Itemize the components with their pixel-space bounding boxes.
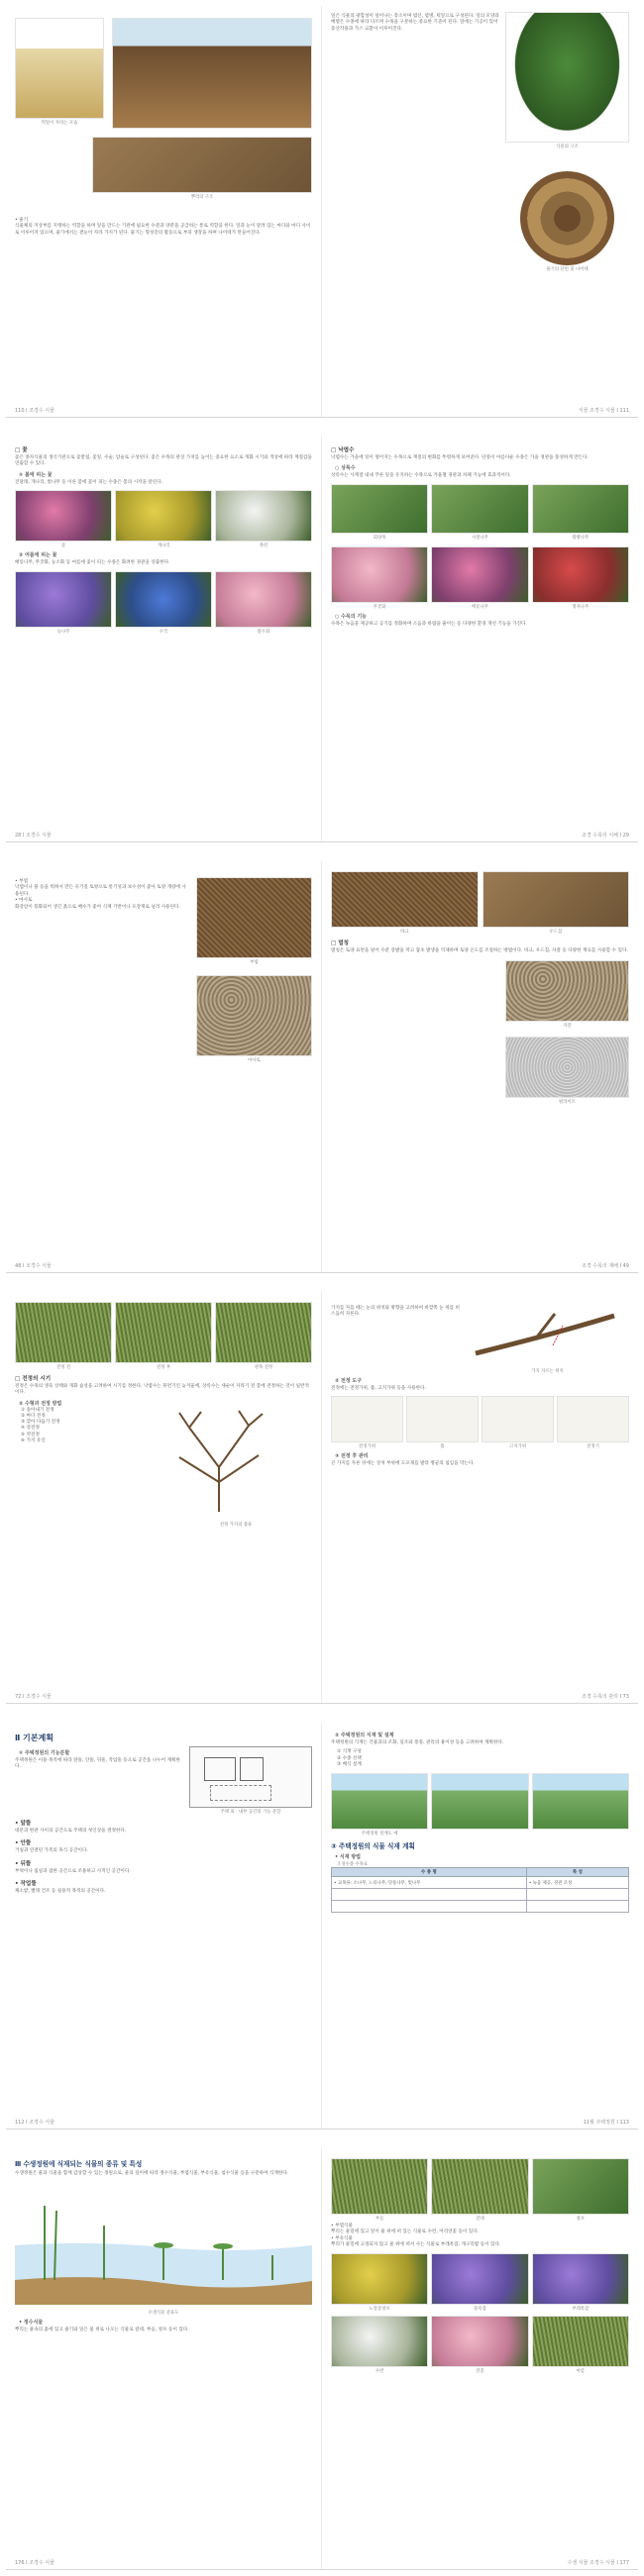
photo-caption: 등나무 [56,629,70,635]
page-right-1 [322,6,638,417]
page-left-4 [6,1292,322,1703]
stem-text: • 줄기 식물체의 지상부를 지탱하는 역할을 하며 잎을 만드는 기관에 필요한 수분과 양분을 공급하는 통로 역할을 한다. 잎과 눈이 달려 있는 마디와 마디 사이로 이루어져 있으며, 줄기에서는 곁눈이 자라 가지가 된다. 줄기는 형성층의 활동으로 부피 생장을 하며 나이테가 만들어진다. [15,218,311,236]
aftercare-text: 큰 가지를 자른 뒤에는 상처 부위에 도포제를 발라 병균의 침입을 막는다. [331,1461,475,1467]
photo-caption: 부레옥잠 [572,2306,590,2312]
photo-caption: 전정 후 [156,1365,171,1370]
photo-caption: 톱 [440,1444,445,1450]
flower-photo [15,490,112,542]
spread-1 [6,6,638,418]
photo-caption: 전정가위 [359,1444,376,1450]
tools-text: 전정에는 전정가위, 톱, 고지가위 등을 사용한다. [331,1386,426,1391]
page-number: 176 Ⅰ 조경수 식물 [15,2560,54,2566]
root-photo [112,18,312,129]
tree-photo [331,484,428,534]
garden-plan-photo [331,1773,428,1830]
deciduous-text: 낙엽수는 가을에 잎이 떨어지는 수목으로 계절의 변화를 뚜렷하게 보여준다. 단풍이 아름다운 수종은 가을 경관을 풍성하게 만든다. [331,455,590,460]
garden-plan-photo [532,1773,629,1830]
list-item: ② 마디 전정 [21,1414,46,1420]
figure-caption: 주택 외 · 내부 공간의 기능 분할 [220,1810,281,1815]
page-right-6 [322,2148,638,2569]
tree-photo [331,546,428,603]
photo-caption: 수련 [375,2368,384,2374]
subheading: • 앞뜰 [15,1821,32,1827]
pole-pruner-icon [482,1396,554,1442]
page-number: 조경 수목의 재배 Ⅰ 49 [581,1263,629,1269]
table-cell: • 교목류: 소나무, 느티나무, 단풍나무, 벚나무 [332,1877,527,1889]
photo-caption: 개나리 [157,544,170,549]
table-row [332,1877,629,1889]
table-cell [332,1889,527,1901]
photo-caption: 관목 전정 [254,1365,273,1370]
flower-photo [115,571,212,628]
list-item: ③ 깎아 다듬기 전정 [21,1420,60,1426]
tree-photo [532,484,629,534]
photo-caption: 불두화 [257,629,270,635]
photo-caption: 주택정원 설계도 예 [361,1832,398,1837]
table-cell [526,1901,628,1913]
trunk-cross-section [520,171,614,265]
figure-caption: 가지 자르는 위치 [531,1369,564,1374]
table-cell [332,1901,527,1913]
photo-caption: 목련 [259,544,268,549]
plant-photo [431,2158,528,2215]
flower-photo [115,490,212,542]
figure-caption: 수생식물 분류도 [148,2311,179,2317]
perlite-photo [505,1037,629,1098]
page-number: 28 Ⅰ 조경수 식물 [15,833,52,839]
chapter-title: Ⅲ 수생정원에 식재되는 식물의 종류 및 특성 [15,2160,143,2168]
woodchip-photo [483,871,630,928]
paragraph: 거실과 연결된 가족의 휴식 공간이다. [15,1848,88,1854]
page-number: 110 Ⅰ 조경수 식물 [15,408,54,414]
page-left-6 [6,2148,322,2569]
photo-caption: 수국 [159,629,168,635]
photo-caption: 우드칩 [549,930,563,935]
page-right-2 [322,436,638,842]
flower-text: 꽃은 종자식물의 생식기관으로 꽃받침, 꽃잎, 수술, 암술로 구성된다. 꽃은 수목의 관상 가치를 높이는 중요한 요소로 개화 시기와 색상에 따라 계절감을 연출할 수 있다. [15,455,312,467]
spread-4 [6,1292,638,1704]
spread-6 [6,2148,638,2570]
page-number: 수생 식물 조경수 식물 Ⅰ 177 [567,2560,629,2566]
trunk-caption: 줄기의 단면 및 나이테 [546,267,589,272]
shears-icon [331,1396,403,1442]
table-header: 특 성 [526,1868,628,1877]
photo-caption: 펄라이트 [559,1100,576,1106]
pruning-photo [15,1302,112,1363]
list-item: ⑤ 약전정 [21,1432,40,1437]
table-row [332,1901,629,1913]
subheading: • 안뜰 [15,1840,32,1847]
seedling-caption: 떡잎이 자라는 모습 [41,121,78,126]
plant-photo [532,2253,629,2305]
plant-photo [532,2158,629,2215]
spread-5 [6,1723,638,2130]
table-title: 조경수종 수목표 [337,1862,369,1868]
tree-photo [431,546,528,603]
photo-caption: 자갈 [563,1024,572,1030]
page-number: 조경 수목의 관리 Ⅰ 73 [581,1694,629,1700]
photo-caption: 부들 [375,2217,384,2222]
list-item: ⑥ 가지 유인 [21,1437,46,1443]
list-item: ③ 배식 설계 [337,1761,362,1767]
subheading: • 정수식물 [19,2320,44,2327]
list-item: ① 식재 구성 [337,1749,362,1755]
aquatic-plant-diagram [15,2186,312,2305]
photo-caption: 전정 전 [55,1365,71,1370]
spread-3 [6,861,638,1273]
paragraph: 부엌이나 침실과 접한 공간으로 조용하고 사적인 공간이다. [15,1868,131,1874]
photo-caption: 부엽 [250,960,259,965]
garden-plan-photo [431,1773,528,1830]
photo-caption: 마사토 [248,1058,261,1063]
photo-caption: 배롱나무 [472,604,488,610]
emergent-text: 뿌리는 물속의 흙에 있고 줄기와 잎은 물 위로 나오는 식물로 갈대, 부들, 창포 등이 있다. [15,2328,189,2333]
page-number: 48 Ⅰ 조경수 식물 [15,1263,52,1269]
page-number: 식물 조경수 식물 Ⅰ 111 [578,408,629,414]
decomposed-granite-photo [196,975,312,1056]
photo-caption: 물옥잠 [474,2306,486,2312]
subheading: • 식재 방법 [335,1854,361,1861]
leaf-text: 잎은 식물의 광합성이 일어나는 장소이며 엽신, 엽병, 턱잎으로 구성된다. 잎의 모양과 배열은 수종에 따라 다르며 수목을 구분하는 중요한 기준이 된다. 잎에는 기공이 있어 증산작용과 가스 교환이 이루어진다. [331,14,499,32]
photo-caption: 노랑꽃창포 [369,2306,390,2312]
paragraph: 채소밭, 빨래 건조 등 실용적 목적의 공간이다. [15,1889,106,1895]
table-row [332,1889,629,1901]
photo-caption: 마름 [576,2368,586,2374]
mulching-text: 멀칭은 토양 표면을 덮어 수분 증발을 막고 잡초 발생을 억제하며 토양 온도를 조절하는 방법이다. 바크, 우드칩, 자갈 등 다양한 재료를 사용할 수 있다. [331,948,628,953]
gravel-photo [505,960,629,1022]
photo-caption: 바크 [400,930,409,935]
tree-photo [431,484,528,534]
saw-icon [406,1396,479,1442]
spring-text: 진달래, 개나리, 벚나무 등 이른 봄에 꽃이 피는 수종은 봄의 시작을 알린다. [15,479,163,485]
pruning-photo [115,1302,212,1363]
subheading: ○ 수목의 기능 [335,613,367,620]
photo-caption: 갈대 [476,2217,484,2222]
floating-text: • 부엽식물 뿌리는 물밑에 있고 잎이 물 위에 떠 있는 식물로 수련, 어리연꽃 등이 있다. • 부유식물 뿌리가 물밑에 고정되지 않고 물 위에 떠서 사는 식물로 부레옥잠, 개구리밥 등이 있다. [331,2224,501,2248]
subheading: ② 수형과 전정 방법 [19,1400,62,1407]
subheading: ③ 전정 후 관리 [335,1453,369,1460]
root-diagram-caption: 뿌리의 구조 [190,195,214,200]
hedge-trimmer-icon [557,1396,629,1442]
table-cell: • 녹음 제공, 경관 조성 [526,1877,628,1889]
subheading: ② 여름에 피는 꽃 [19,552,57,559]
photo-caption: 창포 [576,2217,586,2222]
plant-photo [331,2316,428,2367]
floor-plan-diagram [189,1746,312,1808]
chapter-title: Ⅱ 기본계획 [15,1734,54,1742]
zoning-text: 주택정원은 이용 목적에 따라 앞뜰, 안뜰, 뒤뜰, 작업뜰 등으로 공간을 나누어 계획한다. [15,1758,180,1770]
seedling-photo [15,18,104,119]
photo-caption: 회양목 [373,535,386,541]
plant-photo [431,2316,528,2367]
page-number: 11월 주택정원 Ⅰ 113 [583,2120,629,2126]
subheading: ② 주택정원의 식재 및 설계 [335,1733,394,1738]
cutting-text: 가지를 자를 때는 눈의 위치와 방향을 고려하여 바깥쪽 눈 위를 비스듬히 자른다. [331,1306,460,1318]
subheading: ① 주택정원의 기능분할 [19,1750,70,1756]
tree-branch-diagram [160,1408,278,1517]
paragraph: 대문과 현관 사이의 공간으로 주택의 첫인상을 결정한다. [15,1829,127,1833]
photo-caption: 사철나무 [472,535,488,541]
plant-photo [532,2316,629,2367]
plant-photo [505,12,629,143]
section-heading: □ 멀칭 [331,941,350,946]
page-left-3 [6,861,322,1272]
page-number: 112 Ⅰ 조경수 식물 [15,2120,54,2126]
page-number: 조경 수목의 이해 Ⅰ 29 [581,833,629,839]
flower-photo [215,490,312,542]
root-diagram [92,137,312,193]
aquatic-text: 수생정원은 물과 식물을 함께 감상할 수 있는 정원으로, 물의 깊이에 따라 정수식물, 부엽식물, 부유식물, 침수식물 등을 구분하여 식재한다. [15,2171,289,2176]
subheading: ② 전정 도구 [335,1378,363,1384]
pruning-text: 전정은 수목의 생육 상태와 개화 습성을 고려하여 시기를 정한다. 낙엽수는 휴면기인 늦겨울에, 상록수는 새순이 자라기 전 봄에 전정하는 것이 일반적이다. [15,1384,309,1396]
list-item: ④ 강전정 [21,1426,40,1432]
species-table [331,1867,629,1913]
page-left-2 [6,436,322,842]
list-item: ① 솎아내기 전정 [21,1407,54,1413]
subheading: ○ 상록수 [335,465,356,472]
subheading: • 뒤뜰 [15,1860,32,1867]
page-left-5 [6,1723,322,2129]
page-right-4 [322,1292,638,1703]
planting-text: 주택정원의 식재는 건물과의 조화, 일조와 통풍, 관리의 용이성 등을 고려하여 계획한다. [331,1740,504,1745]
photo-caption: 꽃 [60,544,66,549]
flower-photo [215,571,312,628]
bark-photo [331,871,479,928]
section-heading: □ 전정의 시기 [15,1376,52,1382]
section-heading: □ 꽃 [15,447,28,453]
photo-caption: 고지가위 [509,1444,526,1450]
page-right-5 [322,1723,638,2129]
page-number: 72 Ⅰ 조경수 식물 [15,1694,52,1700]
evergreen-text: 상록수는 사계절 내내 푸른 잎을 유지하는 수목으로 겨울철 경관과 차폐 기능에 효과적이다. [331,473,511,479]
leafmold-photo [196,877,312,958]
plant-photo [331,2253,428,2305]
function-text: 수목은 녹음을 제공하고 공기를 정화하며 소음과 바람을 줄이는 등 다양한 환경 개선 기능을 가진다. [331,621,527,627]
subheading: • 작업뜰 [15,1881,37,1888]
spread-2 [6,436,638,842]
photo-caption: 꽝꽝나무 [572,535,590,541]
page-right-3 [322,861,638,1272]
list-item: ② 수종 선택 [337,1755,362,1761]
table-header: 수 종 명 [332,1868,527,1877]
tree-photo [532,546,629,603]
plant-photo [331,2158,428,2215]
table-cell [526,1889,628,1901]
page-left-1 [6,6,322,417]
branch-cut-diagram [466,1304,624,1363]
plant-photo [431,2253,528,2305]
photo-caption: 무궁화 [373,604,386,610]
photo-caption: 연꽃 [476,2368,484,2374]
plant-caption: 식물의 구조 [556,145,579,149]
photo-caption: 명자나무 [572,604,590,610]
section-heading: □ 낙엽수 [331,447,355,453]
subheading: ① 봄에 피는 꽃 [19,471,53,478]
pruning-photo [215,1302,312,1363]
soil-text: • 부엽 낙엽이나 풀 등을 썩혀서 만든 유기질 토양으로 통기성과 보수성이 좋아 토양 개량에 사용된다. • 마사토 화강암이 풍화되어 생긴 흙으로 배수가 좋아 식재 기반이나 포장재로 널리 사용된다. [15,879,186,910]
summer-text: 배롱나무, 무궁화, 능소화 등 여름에 꽃이 피는 수종은 화려한 경관을 연출한다. [15,560,170,566]
section-title: ③ 주택정원의 식물 식재 계획 [331,1842,415,1851]
flower-photo [15,571,112,628]
figure-caption: 전정 가지의 종류 [219,1522,253,1528]
photo-caption: 전정기 [587,1444,599,1450]
